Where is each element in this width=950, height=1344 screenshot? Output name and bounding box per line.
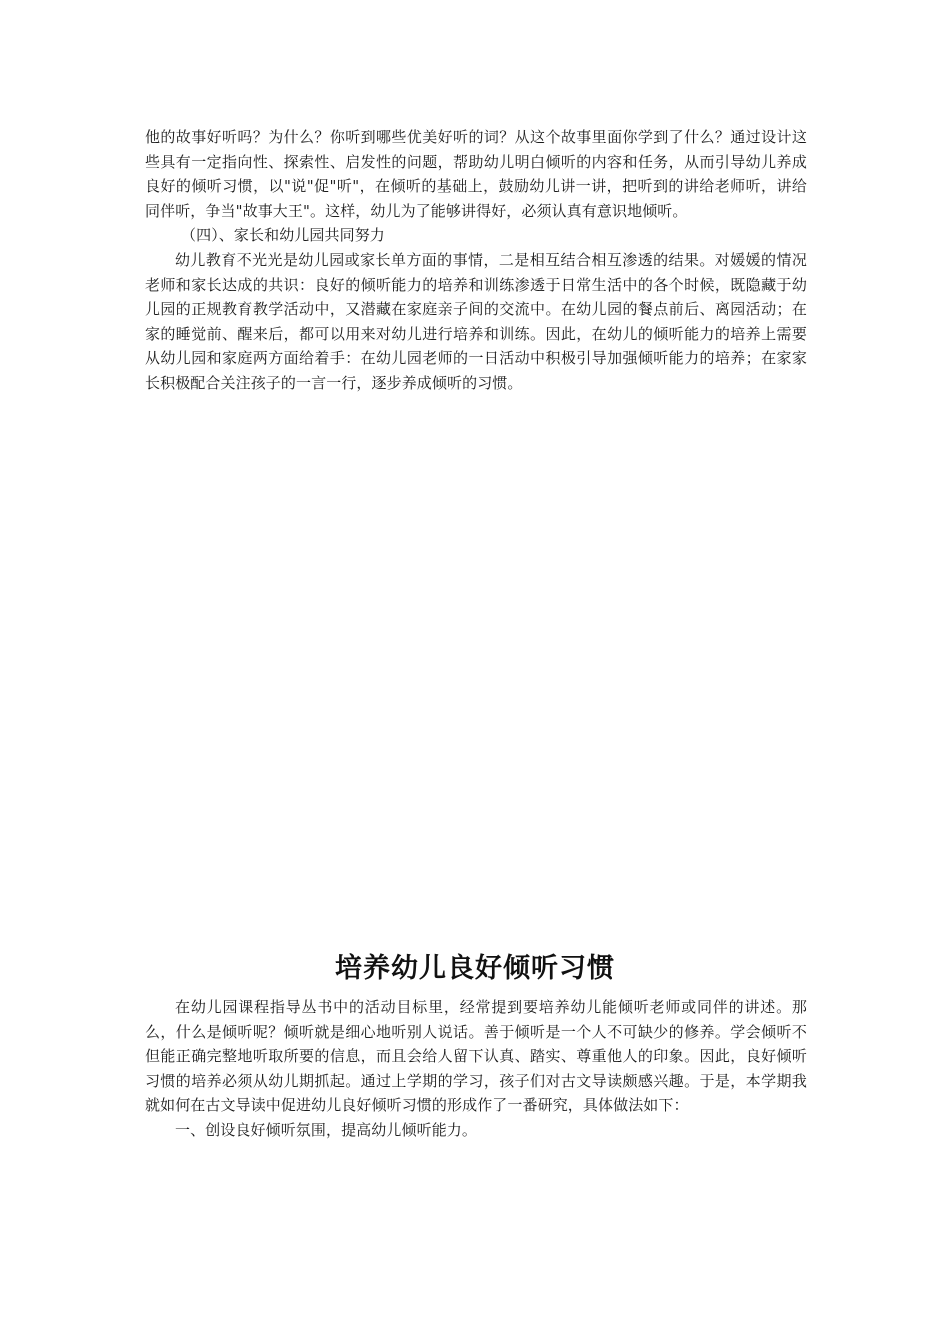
section-subheading: （四）、家长和幼儿园共同努力 [181, 226, 385, 245]
intro-paragraph: 在幼儿园课程指导丛书中的活动目标里，经常提到要培养幼儿能倾听老师或同伴的讲述。那么，什么是倾听呢？倾听就是细心地听别人说话。善于倾听是一个人不可缺少的修养。学会倾听不但能正确完整地听取所要的信息，而且会给人留下认真、踏实、尊重他人的印象。因此，良好倾听习惯的培养必须从幼儿期抓起。通过上学期的学习，孩子们对古文导读颇感兴趣。于是，本学期我就如何在古文导读中促进幼儿良好倾听习惯的形成作了一番研究，具体做法如下： [145, 998, 807, 1115]
point-one-heading: 一、创设良好倾听氛围，提高幼儿倾听能力。 [175, 1120, 478, 1139]
top-text-block [145, 125, 807, 396]
body-paragraph: 幼儿教育不光光是幼儿园或家长单方面的事情，二是相互结合相互渗透的结果。对媛媛的情况老师和家长达成的共识：良好的倾听能力的培养和训练渗透于日常生活中的各个时候，既隐藏于幼儿园的正规教育教学活动中，又潜藏在家庭亲子间的交流中。在幼儿园的餐点前后、离园活动；在家的睡觉前、醒来后，都可以用来对幼儿进行培养和训练。因此，在幼儿的倾听能力的培养上需要从幼儿园和家庭两方面给着手：在幼儿园老师的一日活动中积极引导加强倾听能力的培养；在家家长积极配合关注孩子的一言一行，逐步养成倾听的习惯。 [145, 250, 807, 392]
article-title: 培养幼儿良好倾听习惯 [335, 953, 615, 984]
continuation-paragraph: 他的故事好听吗？为什么？你听到哪些优美好听的词？从这个故事里面你学到了什么？通过设计这些具有一定指向性、探索性、启发性的问题，帮助幼儿明白倾听的内容和任务，从而引导幼儿养成良好的倾听习惯，以"说"促"听"，在倾听的基础上，鼓励幼儿讲一讲，把听到的讲给老师听，讲给同伴听，争当"故事大王"。这样，幼儿为了能够讲得好，必须认真有意识地倾听。 [145, 128, 807, 220]
bottom-text-block [145, 995, 807, 1143]
